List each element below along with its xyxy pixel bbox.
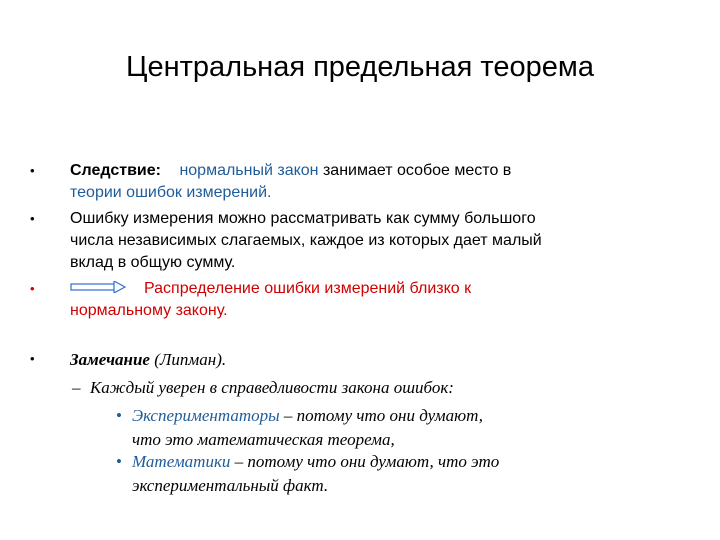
bullet-marker: • — [116, 452, 122, 471]
remark-author: (Липман). — [149, 350, 227, 369]
right-arrow-icon — [70, 281, 126, 293]
distribution-line2: нормальному закону. — [70, 302, 228, 319]
everyone-text: Каждый уверен в справедливости закона ошибок: — [90, 378, 454, 397]
bullet-marker: • — [30, 351, 35, 366]
dash-marker: – — [72, 378, 81, 397]
slide-title: Центральная предельная теорема — [126, 51, 594, 83]
bullet-marker: • — [30, 211, 35, 226]
mathematicians-text: – потому что они думают, что это — [230, 452, 500, 471]
experimenters-term: Экспериментаторы — [132, 406, 280, 425]
mathematicians-term: Математики — [132, 452, 231, 471]
bullet-marker: • — [30, 281, 35, 296]
error-line1: Ошибку измерения можно рассматривать как сумму большого — [70, 210, 536, 227]
consequence-line2: теории ошибок измерений. — [70, 184, 272, 201]
bullet-marker: • — [30, 163, 35, 178]
error-line3: вклад в общую сумму. — [70, 254, 236, 271]
consequence-label: Следствие: — [70, 162, 161, 179]
experimenters-line2: что это математическая теорема, — [132, 430, 395, 449]
experimenters-text: – потому что они думают, — [279, 406, 484, 425]
remark-subitems — [72, 376, 672, 506]
error-line2: числа независимых слагаемых, каждое из которых дает малый — [70, 232, 542, 249]
distribution-line1: Распределение ошибки измерений близко к — [144, 280, 472, 297]
remark-label: Замечание — [70, 350, 150, 369]
consequence-text: занимает особое место в — [318, 162, 512, 179]
bullet-marker: • — [116, 406, 122, 425]
normal-law-term: нормальный закон — [179, 162, 319, 179]
mathematicians-line2: экспериментальный факт. — [132, 476, 329, 495]
